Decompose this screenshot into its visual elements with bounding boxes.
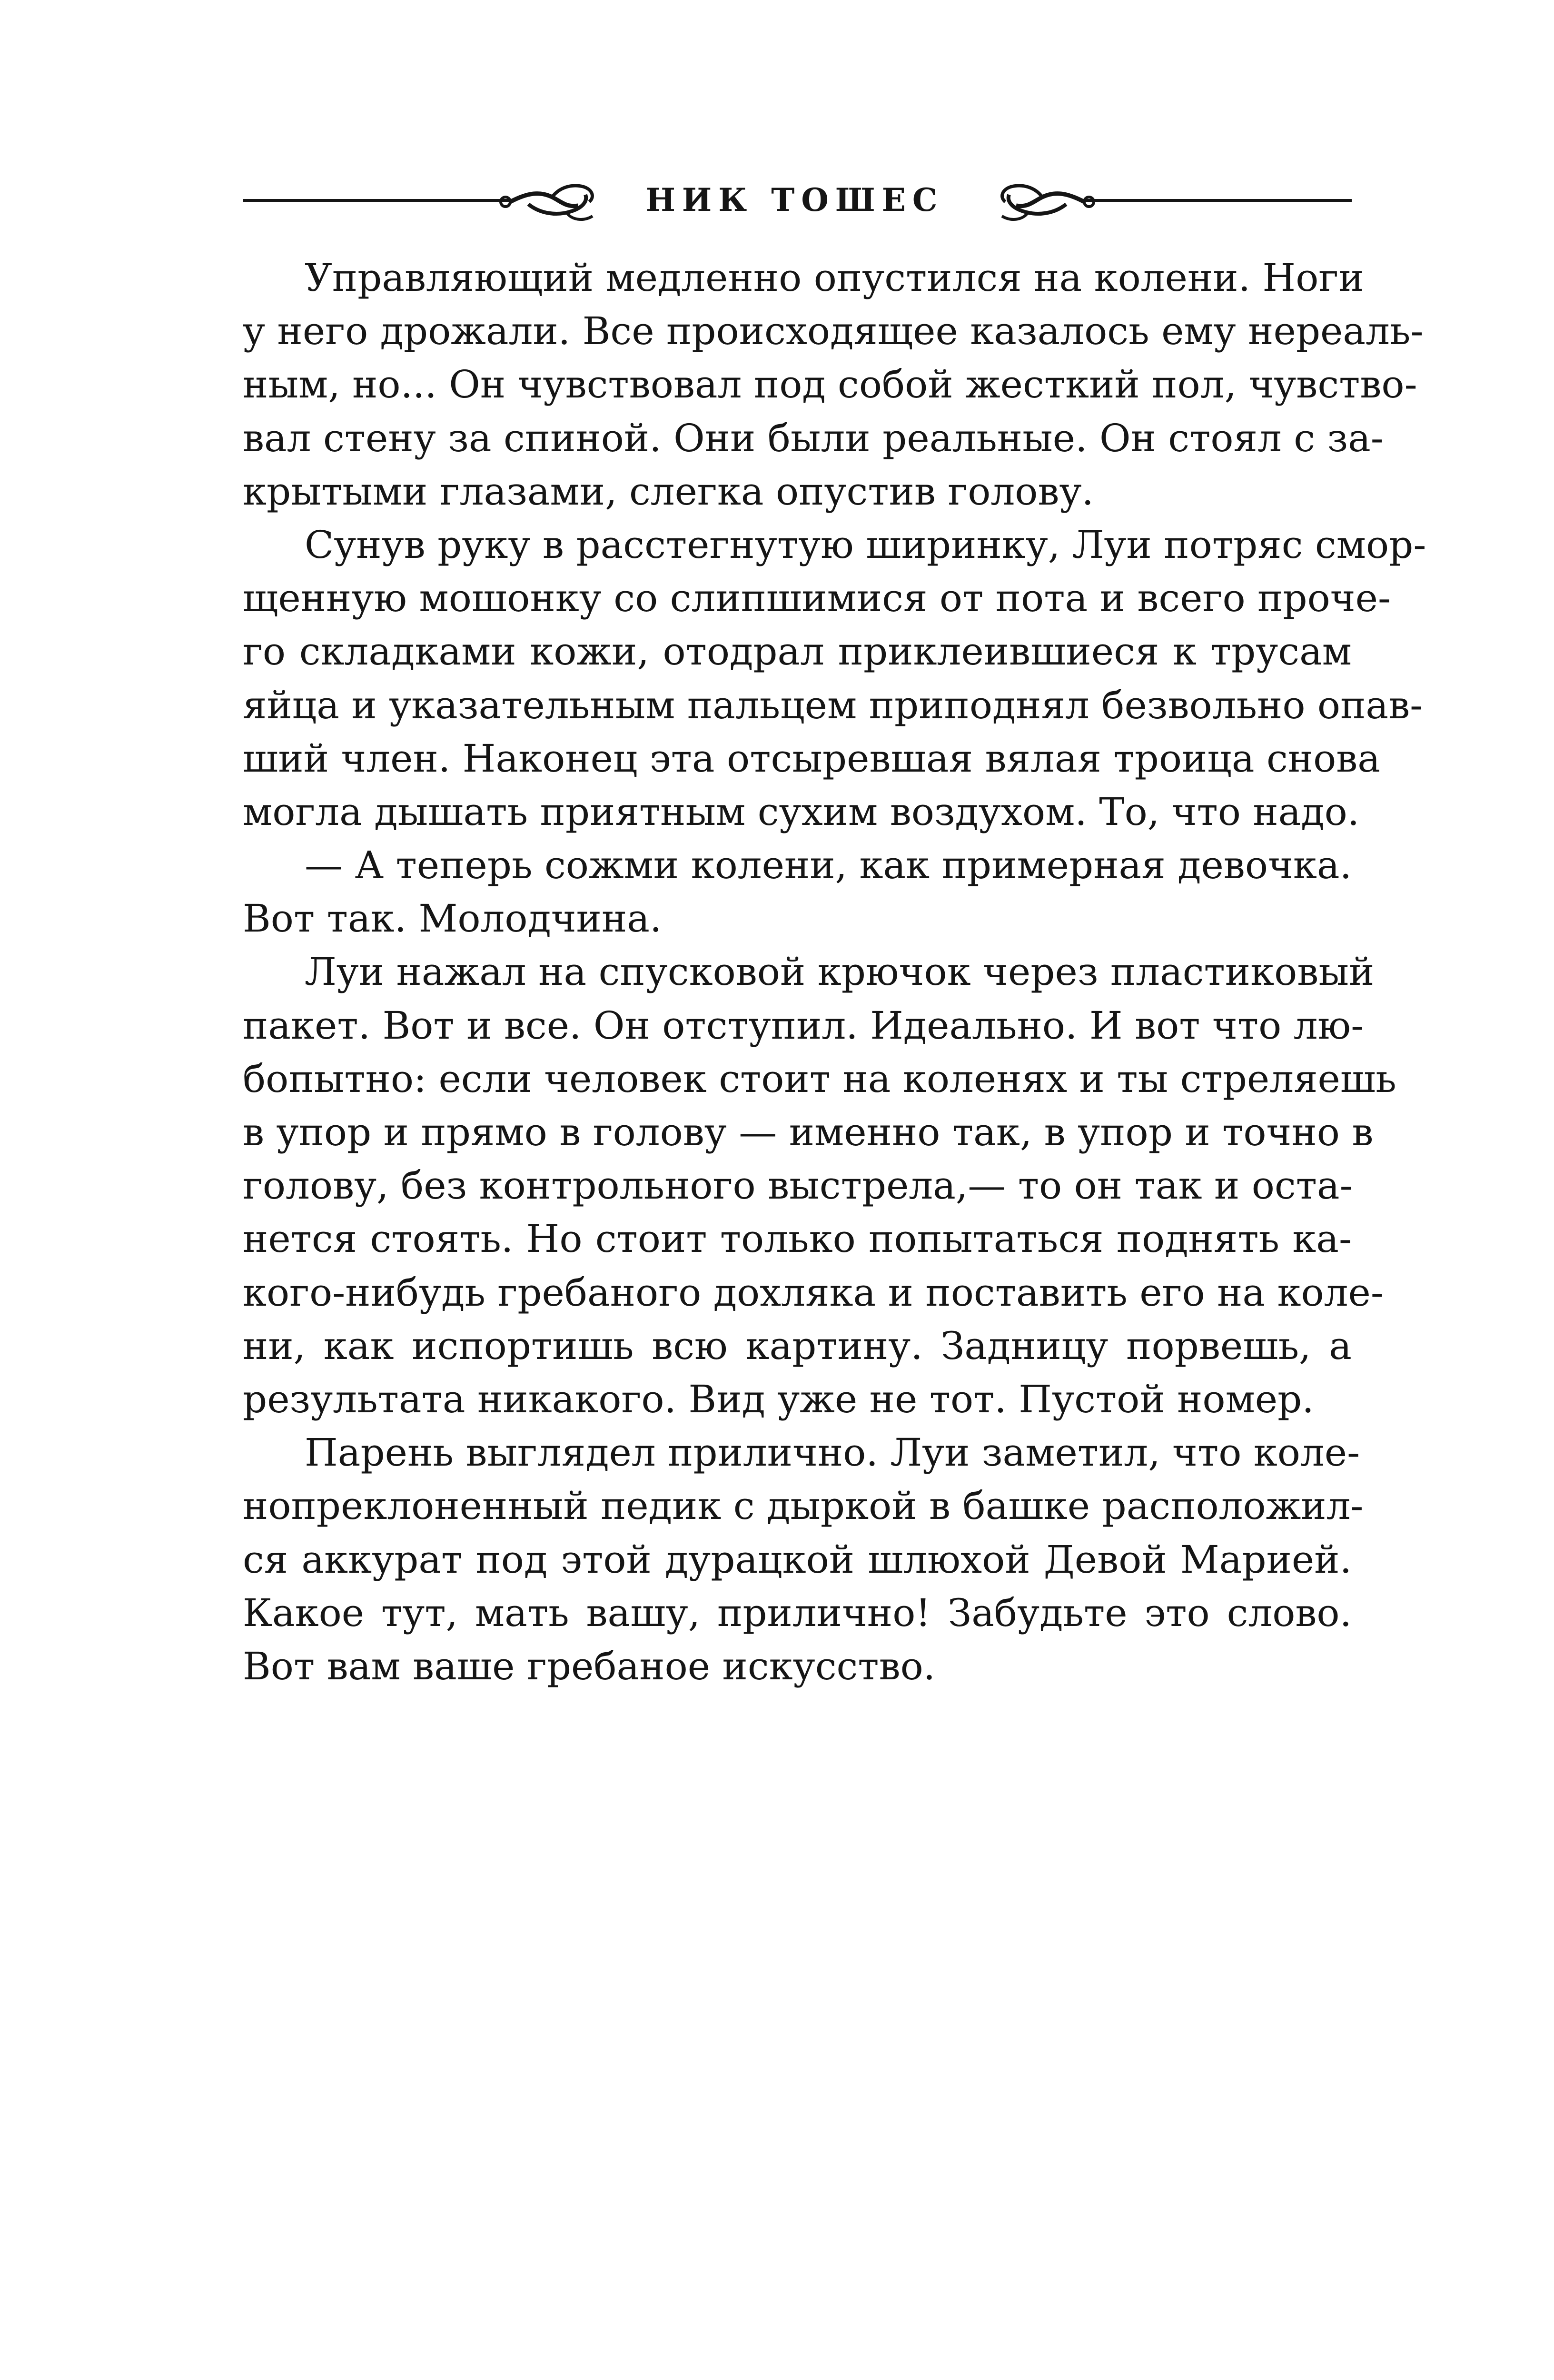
text-line: у него дрожали. Все происходящее казалось ему нереаль- <box>243 309 1424 354</box>
text-line: крытыми глазами, слегка опустив голову. <box>243 469 1094 514</box>
text-line: бопытно: если человек стоит на коленях и ты стреляешь <box>243 1056 1396 1101</box>
paragraph <box>243 945 1396 1426</box>
text-line: могла дышать приятным сухим воздухом. То, что надо. <box>243 789 1360 834</box>
text-line: Управляющий медленно опустился на колени. Ноги <box>305 256 1364 300</box>
running-header <box>243 171 1352 228</box>
text-line: Вот так. Молодчина. <box>243 896 662 941</box>
text-line: Луи нажал на спусковой крючок через пластиковый <box>305 950 1375 994</box>
text-line: Парень выглядел прилично. Луи заметил, что коле- <box>305 1430 1360 1475</box>
text-line: голову, без контрольного выстрела,— то он так и оста- <box>243 1163 1353 1208</box>
text-line: вал стену за спиной. Они были реальные. Он стоял с за- <box>243 416 1384 460</box>
paragraph <box>243 1426 1364 1693</box>
text-line: — А теперь сожми колени, как примерная девочка. <box>305 843 1352 888</box>
text-line: кого-нибудь гребаного дохляка и поставить его на коле- <box>243 1270 1384 1315</box>
text-line: ным, но... Он чувствовал под собой жесткий пол, чувство- <box>243 362 1417 407</box>
text-line: нопреклоненный педик с дыркой в башке расположил- <box>243 1484 1364 1528</box>
text-line: Сунув руку в расстегнутую ширинку, Луи потряс смор- <box>305 522 1426 567</box>
paragraph <box>243 251 1424 518</box>
text-line: результата никакого. Вид уже не тот. Пустой номер. <box>243 1377 1314 1421</box>
text-line: пакет. Вот и все. Он отступил. Идеально. И вот что лю- <box>243 1003 1364 1048</box>
page-body <box>243 251 1426 1693</box>
text-line: ни, как испортишь всю картину. Задницу порвешь, а <box>243 1323 1352 1368</box>
paragraph <box>243 839 1352 945</box>
text-line: го складками кожи, отодрал приклеившиеся к трусам <box>243 629 1352 674</box>
header-rule-right <box>1085 199 1352 202</box>
author-name: НИК ТОШЕС <box>645 181 944 218</box>
flourish-ornament-left-icon <box>495 178 604 226</box>
header-rule-left <box>243 199 509 202</box>
paragraph <box>243 518 1426 839</box>
text-line: щенную мошонку со слипшимися от пота и всего проче- <box>243 576 1391 621</box>
text-line: Вот вам ваше гребаное искусство. <box>243 1644 936 1688</box>
text-line: ся аккурат под этой дурацкой шлюхой Девой Марией. <box>243 1537 1352 1582</box>
text-line: Какое тут, мать вашу, прилично! Забудьте это слово. <box>243 1590 1352 1635</box>
text-line: нется стоять. Но стоит только попытаться поднять ка- <box>243 1217 1352 1261</box>
text-line: яйца и указательным пальцем приподнял безвольно опав- <box>243 683 1423 727</box>
text-line: в упор и прямо в голову — именно так, в упор и точно в <box>243 1110 1374 1154</box>
text-line: ший член. Наконец эта отсыревшая вялая троица снова <box>243 736 1380 781</box>
flourish-ornament-right-icon <box>990 178 1099 226</box>
